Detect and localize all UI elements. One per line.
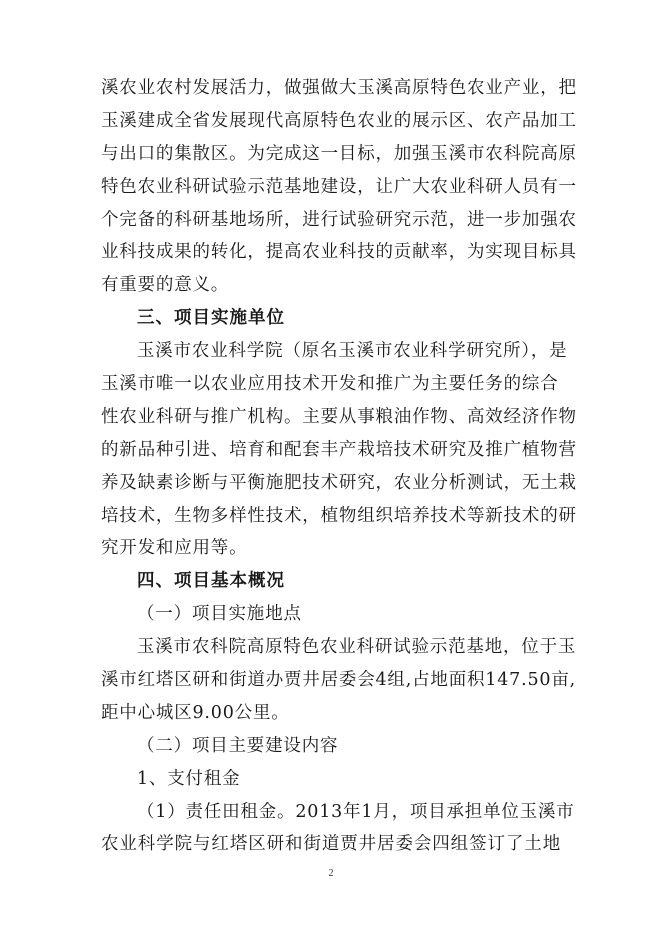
section-heading: 四、项目基本概况 xyxy=(137,571,285,592)
page-number: 2 xyxy=(328,868,334,879)
text-line: 究开发和应用等。 xyxy=(101,538,248,559)
text-line: 溪农业农村发展活力，做强做大玉溪高原特色农业产业，把 xyxy=(101,78,577,98)
text-line: 特色农业科研试验示范基地建设，让广大农业科研人员有一 xyxy=(101,176,577,197)
text-line: 玉溪市农业科学院（原名玉溪市农业科学研究所），是 xyxy=(137,341,568,362)
text-line: 性农业科研与推广机构。主要从事粮油作物、高效经济作物 xyxy=(101,406,577,427)
subsection-heading: （一）项目实施地点 xyxy=(137,604,302,625)
text-line: 距中心城区9.00公里。 xyxy=(101,702,290,723)
section-heading: 三、项目实施单位 xyxy=(137,308,285,329)
text-line: 与出口的集散区。为完成这一目标，加强玉溪市农科院高原 xyxy=(101,143,577,164)
text-line: 培技术，生物多样性技术，植物组织培养技术等新技术的研 xyxy=(101,505,577,526)
text-line: 个完备的科研基地场所，进行试验研究示范，进一步加强农 xyxy=(101,209,577,230)
text-line: 有重要的意义。 xyxy=(101,275,230,296)
document-page xyxy=(101,72,577,861)
subsection-heading: （二）项目主要建设内容 xyxy=(137,735,339,756)
text-line: 业科技成果的转化，提高农业科技的贡献率，为实现目标具 xyxy=(101,242,577,263)
text-line: 溪市红塔区研和街道办贾井居委会4组,占地面积147.50亩, xyxy=(101,670,576,691)
text-line: 养及缺素诊断与平衡施肥技术研究，农业分析测试，无土栽 xyxy=(101,472,577,493)
subsection-heading: 1、支付租金 xyxy=(137,768,241,789)
text-line: 农业科学院与红塔区研和街道贾井居委会四组签订了土地 xyxy=(101,834,561,855)
text-line: 玉溪建成全省发展现代高原特色农业的展示区、农产品加工 xyxy=(101,110,577,131)
text-line: 玉溪市唯一以农业应用技术开发和推广为主要任务的综合 xyxy=(101,374,559,395)
text-line: 玉溪市农科院高原特色农业科研试验示范基地，位于玉 xyxy=(137,637,577,658)
text-line: 的新品种引进、培育和配套丰产栽培技术研究及推广植物营 xyxy=(101,439,577,460)
text-line: （1）责任田租金。2013年1月，项目承担单位玉溪市 xyxy=(137,801,575,822)
